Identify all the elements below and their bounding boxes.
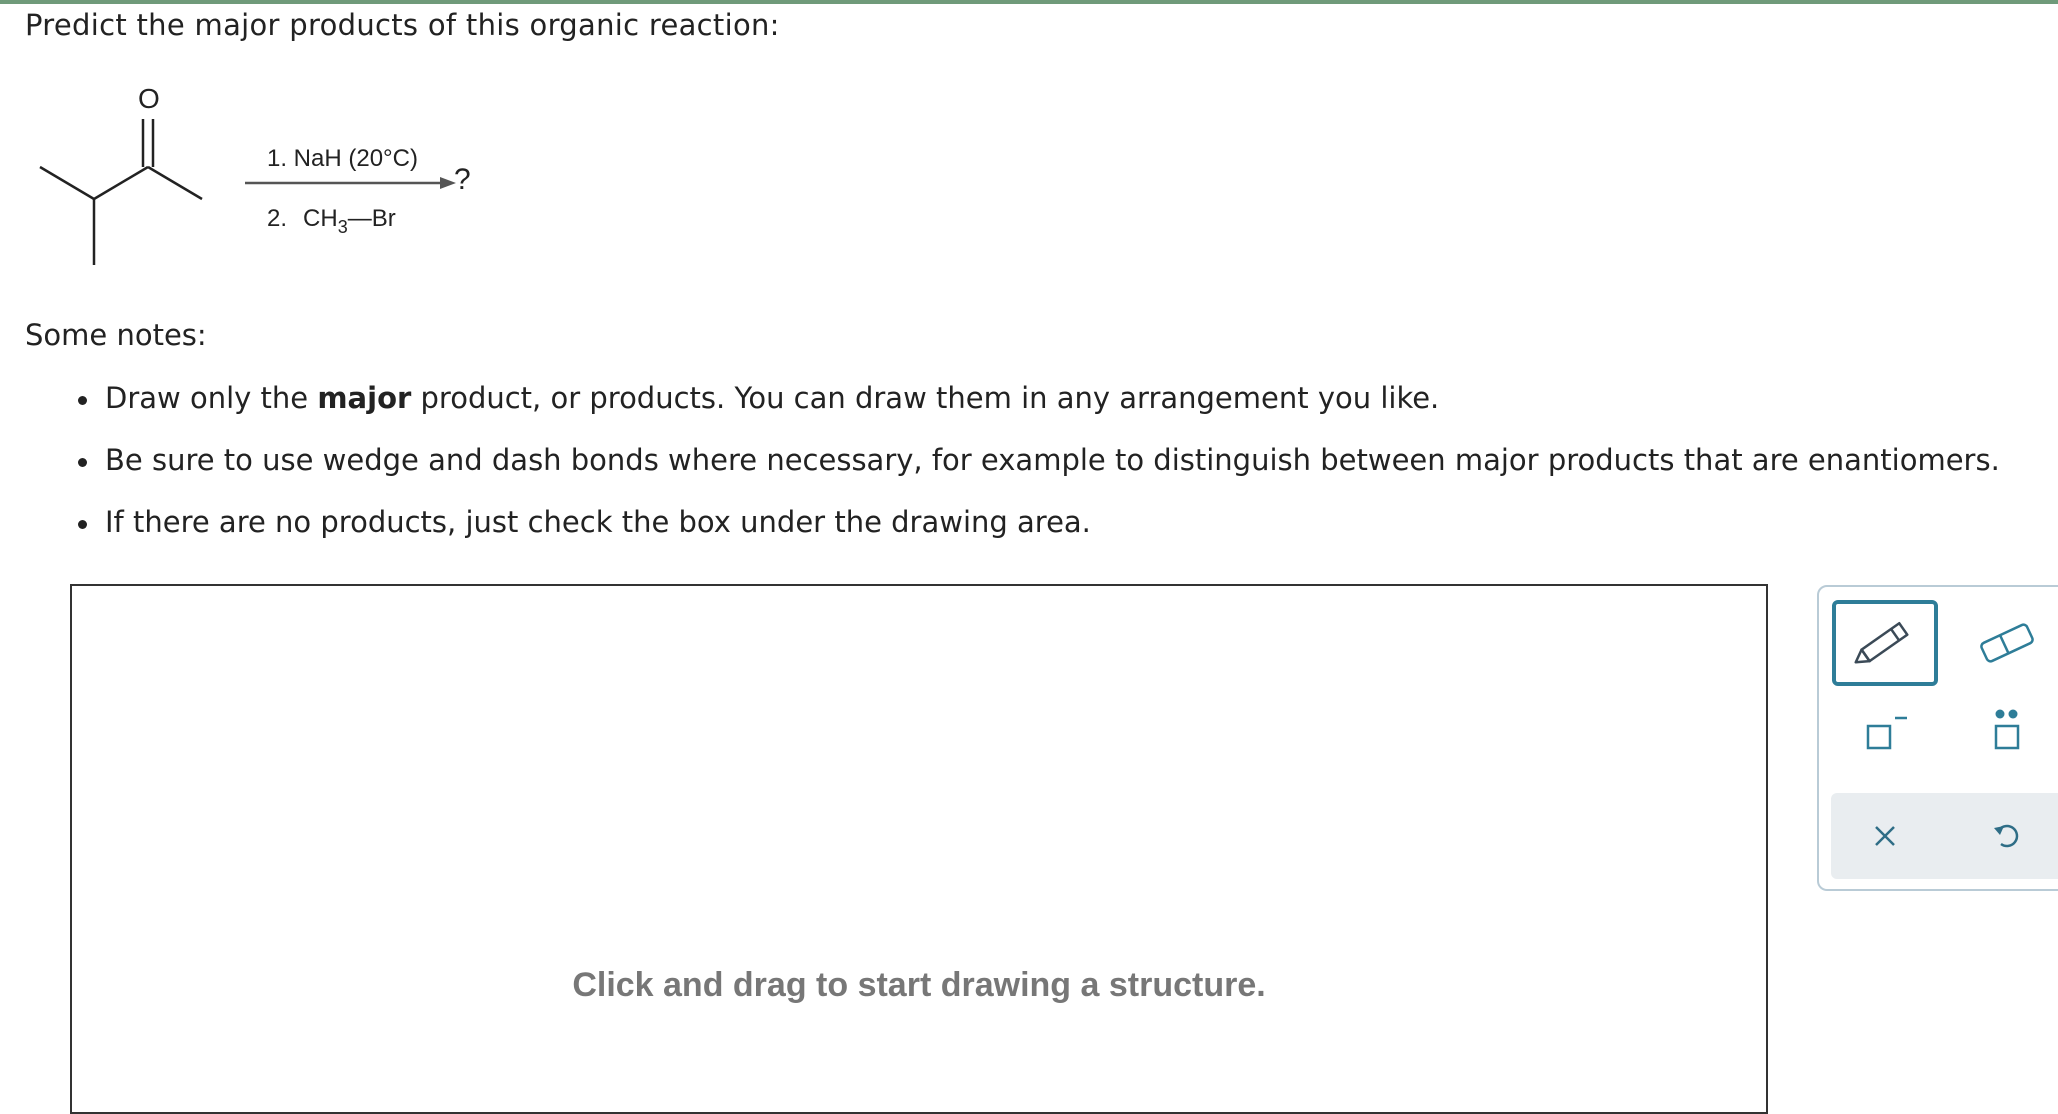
- eraser-tool-button[interactable]: [1954, 600, 2058, 686]
- reagent-step-1: 1. NaH (20°C): [267, 145, 418, 172]
- undo-icon: [1987, 816, 2027, 856]
- charge-tool-button[interactable]: [1832, 692, 1938, 772]
- notes-heading: Some notes:: [25, 318, 207, 352]
- undo-button[interactable]: [1954, 793, 2058, 879]
- pencil-icon: [1848, 620, 1922, 666]
- notes-list: [78, 372, 2000, 558]
- reagent-formula-subscript: 3: [337, 217, 348, 237]
- reaction-scheme: [30, 85, 500, 285]
- pencil-tool-button[interactable]: [1832, 600, 1938, 686]
- note-1-text: Draw only the: [105, 381, 318, 415]
- note-item: If there are no products, just check the box under the drawing area.: [78, 496, 2000, 558]
- lone-pair-icon: [1977, 705, 2037, 759]
- reagent-formula-ch: CH: [303, 205, 338, 232]
- lone-pair-tool-button[interactable]: [1954, 692, 2058, 772]
- question-prompt: Predict the major products of this organic reaction:: [25, 8, 780, 42]
- clear-button[interactable]: [1832, 793, 1938, 879]
- close-icon: [1867, 818, 1903, 854]
- top-rule: [0, 0, 2058, 4]
- drawing-toolbar: [1817, 585, 2058, 891]
- product-placeholder: ?: [454, 163, 471, 196]
- reagent-step-2-number: 2.: [267, 205, 288, 232]
- canvas-hint: Click and drag to start drawing a structure.: [572, 966, 1266, 1004]
- oxygen-atom-label: O: [138, 83, 160, 114]
- note-item: [78, 372, 2000, 434]
- drawing-canvas[interactable]: [70, 584, 1768, 1114]
- note-1-bold: major: [317, 381, 412, 415]
- note-1-text-end: product, or products. You can draw them in any arrangement you like.: [411, 381, 1440, 415]
- eraser-icon: [1974, 619, 2040, 667]
- reactant-structure: [30, 85, 500, 285]
- reagent-step-2: [267, 205, 396, 238]
- note-item: Be sure to use wedge and dash bonds where necessary, for example to distinguish between major products that are enantiomers.: [78, 434, 2000, 496]
- reagent-formula-br: —Br: [347, 205, 396, 232]
- charge-icon: [1855, 708, 1915, 756]
